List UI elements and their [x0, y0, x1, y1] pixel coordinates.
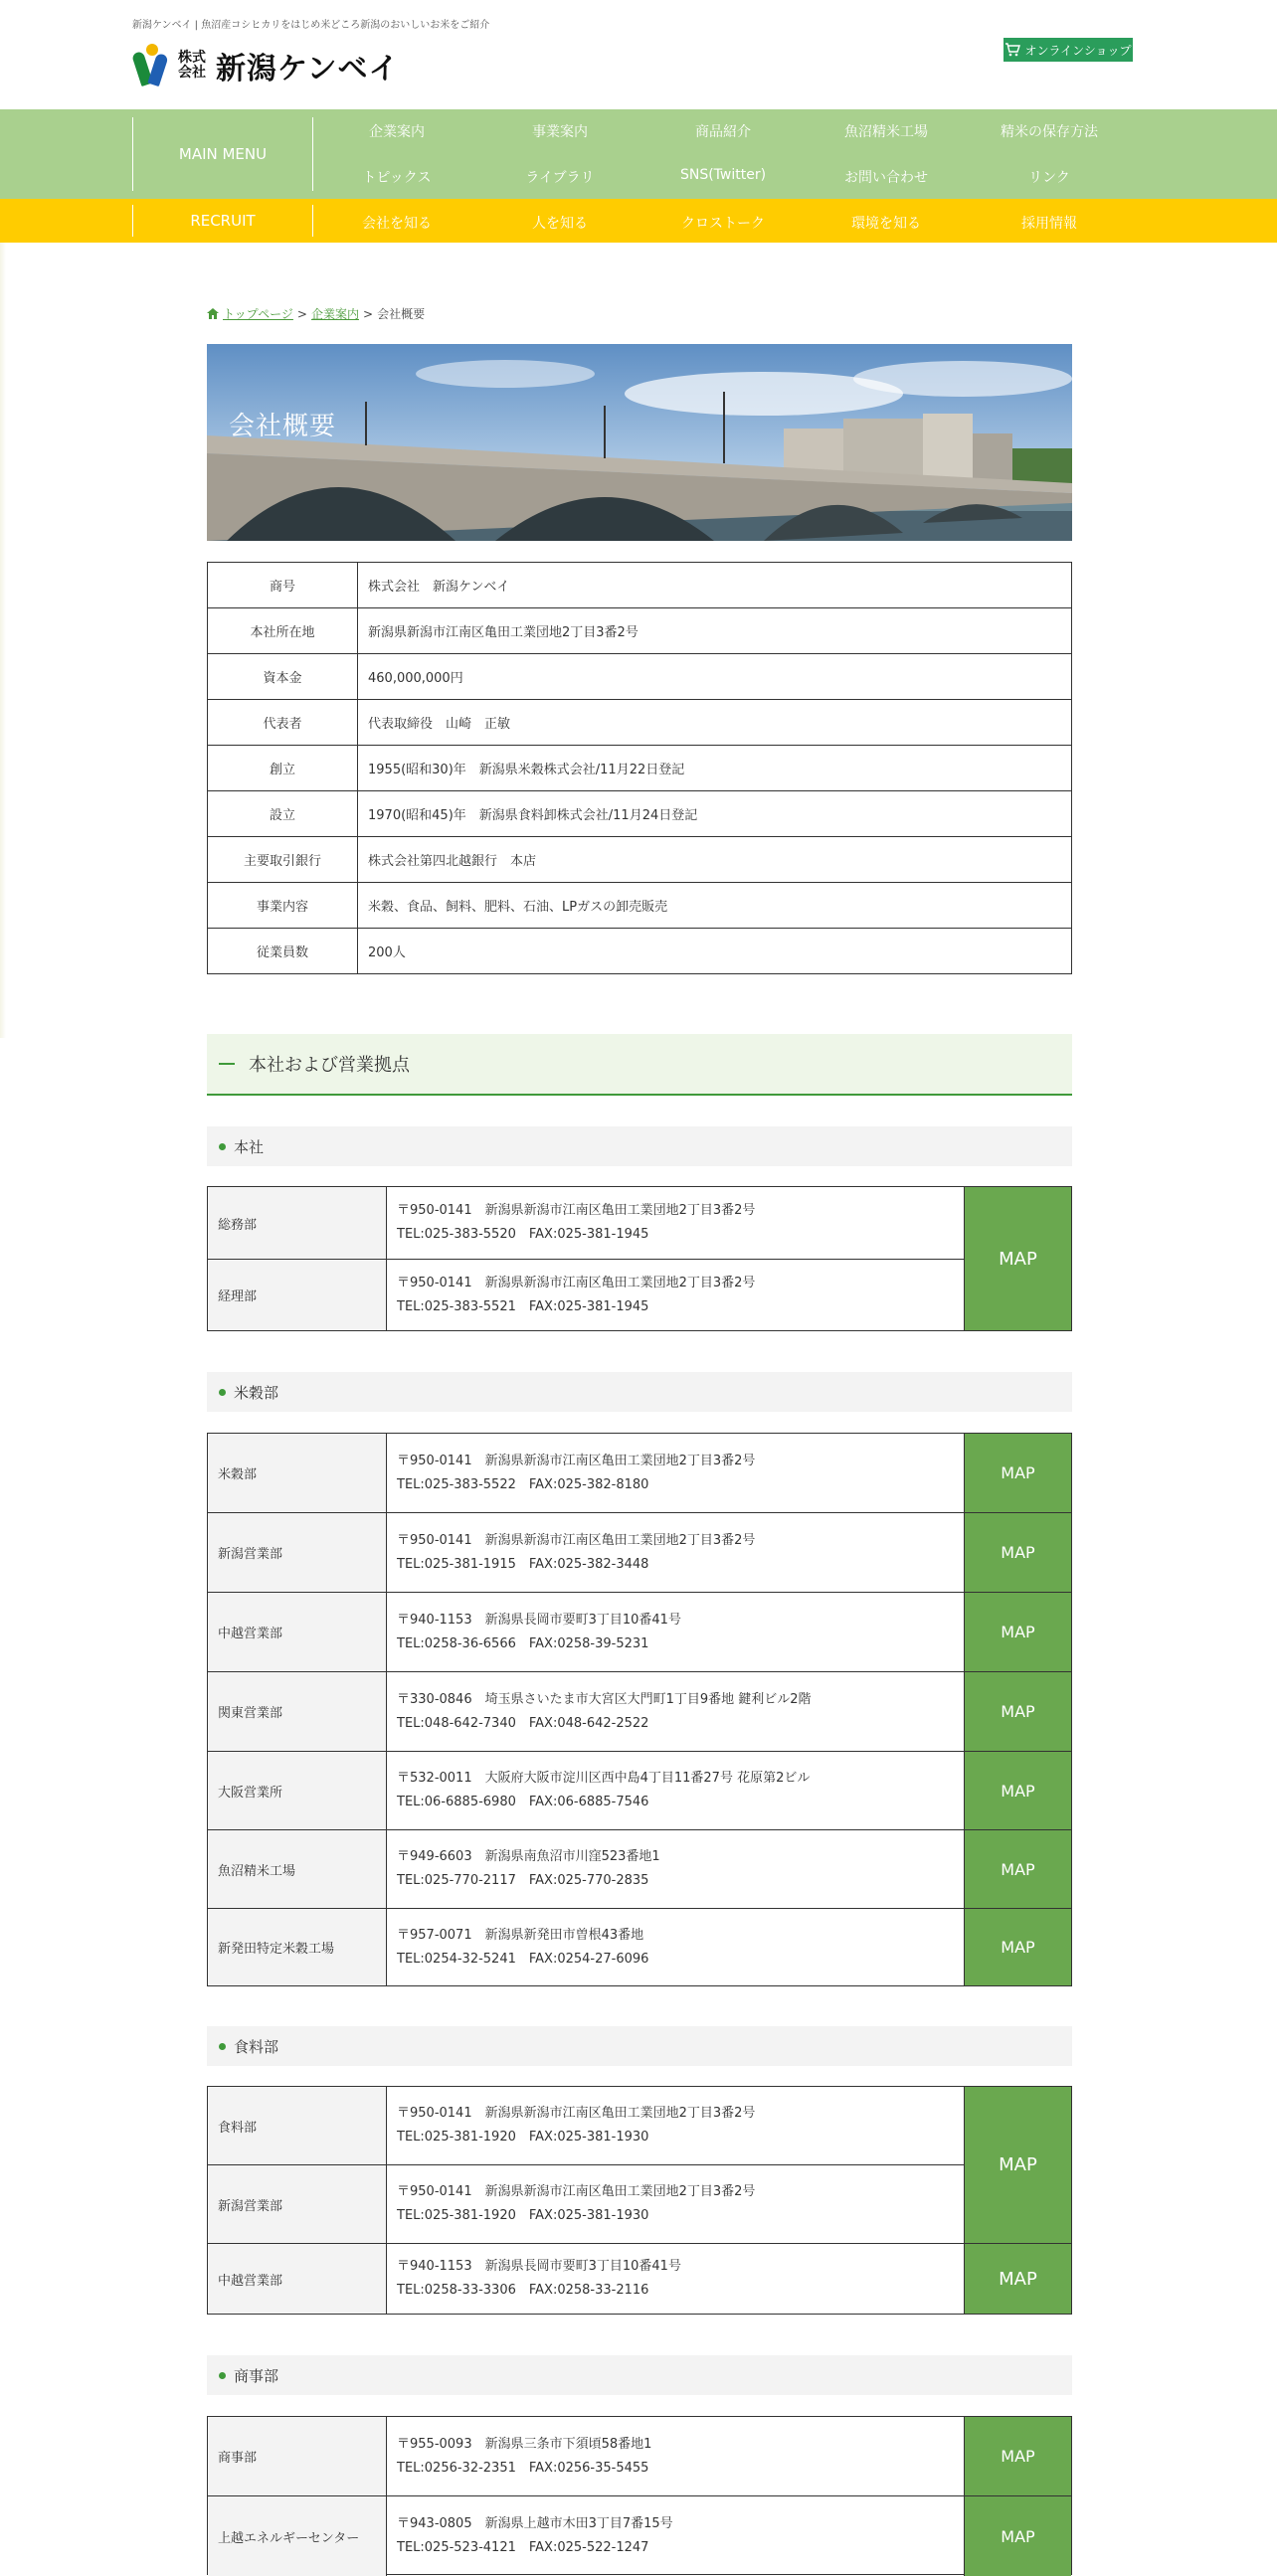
- location-phone: TEL:025-381-1920 FAX:025-381-1930: [397, 2208, 649, 2223]
- location-address: 〒949-6603 新潟県南魚沼市川窪523番地1: [397, 1849, 660, 1864]
- location-name: 商事部: [208, 2417, 387, 2495]
- map-button[interactable]: MAP: [964, 1513, 1071, 1592]
- table-row: [208, 2496, 964, 2576]
- overview-value: 1970(昭和45)年 新潟県食料卸株式会社/11月24日登記: [358, 791, 1072, 837]
- recruit-item-company[interactable]: 会社を知る: [362, 216, 432, 232]
- main-nav-items: [315, 109, 1131, 199]
- nav-item-contact[interactable]: お問い合わせ: [844, 170, 928, 186]
- recruit-item-people[interactable]: 人を知る: [532, 216, 588, 232]
- table-row: [208, 1752, 964, 1830]
- location-address-block: [397, 1672, 812, 1751]
- location-address-block: [397, 1752, 810, 1829]
- subsection-title: 商事部: [234, 2366, 279, 2385]
- location-address-block: [397, 1909, 648, 1985]
- location-phone: TEL:025-381-1920 FAX:025-381-1930: [397, 2130, 649, 2145]
- location-name: 新発田特定米穀工場: [208, 1909, 387, 1985]
- location-name: 関東営業部: [208, 1672, 387, 1751]
- overview-label: 商号: [208, 563, 358, 608]
- breadcrumb-home-link[interactable]: トップページ: [223, 307, 293, 321]
- table-row: [208, 837, 1072, 883]
- recruit-label[interactable]: RECRUIT: [132, 205, 313, 237]
- table-row: [208, 563, 1072, 608]
- location-name: 食料部: [208, 2087, 387, 2164]
- overview-label: 従業員数: [208, 929, 358, 974]
- breadcrumb-current: 会社概要: [377, 307, 426, 321]
- bullet-icon: [219, 1143, 226, 1150]
- table-row: [208, 654, 1072, 700]
- site-logo[interactable]: [132, 44, 400, 87]
- overview-label: 本社所在地: [208, 608, 358, 654]
- nav-item-links[interactable]: リンク: [1028, 170, 1070, 186]
- map-button[interactable]: MAP: [964, 1909, 1071, 1985]
- heading-dash: [219, 1063, 235, 1065]
- overview-value: 米穀、食品、飼料、肥料、石油、LPガスの卸売販売: [358, 883, 1072, 929]
- table-row: [208, 791, 1072, 837]
- overview-label: 創立: [208, 746, 358, 791]
- subsection-rice: [207, 1372, 1072, 1412]
- table-row: [208, 1434, 964, 1513]
- location-name: 新潟営業部: [208, 2165, 387, 2243]
- location-address-block: [397, 1593, 681, 1671]
- nav-item-sns[interactable]: SNS(Twitter): [679, 167, 767, 183]
- location-address-block: [397, 2087, 755, 2164]
- location-phone: TEL:0258-33-3306 FAX:0258-33-2116: [397, 2283, 649, 2298]
- location-phone: TEL:048-642-7340 FAX:048-642-2522: [397, 1715, 649, 1731]
- page-side-shade: [0, 243, 6, 1038]
- table-row: [208, 608, 1072, 654]
- subsection-trading: [207, 2355, 1072, 2395]
- map-button[interactable]: MAP: [964, 2496, 1071, 2576]
- location-name: 経理部: [208, 1260, 387, 1330]
- location-phone: TEL:0258-36-6566 FAX:0258-39-5231: [397, 1635, 649, 1651]
- location-phone: TEL:025-383-5522 FAX:025-382-8180: [397, 1476, 649, 1492]
- subsection-food: [207, 2026, 1072, 2066]
- nav-item-business[interactable]: 事業案内: [532, 124, 588, 140]
- location-name: 上越エネルギーセンター: [208, 2496, 387, 2576]
- bridge-photo: [207, 344, 1072, 541]
- location-address-block: [397, 1513, 755, 1592]
- page-title: 会社概要: [229, 412, 337, 441]
- location-name: 中越営業部: [208, 2244, 387, 2314]
- table-row: [208, 746, 1072, 791]
- map-button[interactable]: MAP: [964, 2417, 1071, 2495]
- location-address: 〒950-0141 新潟県新潟市江南区亀田工業団地2丁目3番2号: [397, 1275, 756, 1290]
- overview-label: 事業内容: [208, 883, 358, 929]
- location-address-block: [397, 1260, 755, 1330]
- home-icon: [207, 308, 219, 319]
- map-button[interactable]: MAP: [964, 1830, 1071, 1908]
- location-phone: TEL:025-770-2117 FAX:025-770-2835: [397, 1873, 649, 1888]
- main-menu-label: MAIN MENU: [132, 117, 313, 191]
- location-table-head-office: [207, 1186, 1072, 1331]
- main-nav: [0, 109, 1277, 199]
- nav-item-library[interactable]: ライブラリ: [525, 170, 595, 186]
- map-button[interactable]: MAP: [964, 1672, 1071, 1751]
- nav-item-rice-storage[interactable]: 精米の保存方法: [1001, 124, 1098, 140]
- logo-mark-icon: [132, 44, 172, 87]
- location-address-block: [397, 1434, 755, 1512]
- map-button[interactable]: MAP: [964, 2087, 1071, 2243]
- location-address-block: [397, 2496, 673, 2576]
- table-row: [208, 1187, 964, 1260]
- location-address: 〒957-0071 新潟県新発田市曽根43番地: [397, 1927, 644, 1943]
- location-name: 中越営業部: [208, 1593, 387, 1671]
- location-phone: TEL:025-383-5520 FAX:025-381-1945: [397, 1227, 649, 1242]
- location-name: 総務部: [208, 1187, 387, 1259]
- table-row: [208, 883, 1072, 929]
- location-phone: TEL:025-383-5521 FAX:025-381-1945: [397, 1298, 649, 1314]
- location-address: 〒950-0141 新潟県新潟市江南区亀田工業団地2丁目3番2号: [397, 1203, 756, 1218]
- location-address: 〒950-0141 新潟県新潟市江南区亀田工業団地2丁目3番2号: [397, 2106, 756, 2121]
- offices-section-heading: [207, 1034, 1072, 1096]
- location-address-block: [397, 2417, 651, 2495]
- offices-section-title: 本社および営業拠点: [249, 1055, 410, 1076]
- table-row: [208, 700, 1072, 746]
- bullet-icon: [219, 2372, 226, 2379]
- map-button[interactable]: MAP: [964, 1187, 1071, 1330]
- map-button[interactable]: MAP: [964, 1752, 1071, 1829]
- location-table-food: [207, 2086, 1072, 2315]
- location-address-block: [397, 1830, 660, 1908]
- table-row: [208, 1593, 964, 1672]
- overview-value: 1955(昭和30)年 新潟県米穀株式会社/11月22日登記: [358, 746, 1072, 791]
- nav-item-products[interactable]: 商品紹介: [695, 124, 751, 140]
- table-row: [208, 1260, 964, 1330]
- location-address: 〒955-0093 新潟県三条市下須頃58番地1: [397, 2436, 652, 2452]
- bullet-icon: [219, 1389, 226, 1396]
- overview-label: 主要取引銀行: [208, 837, 358, 883]
- location-name: 新潟営業部: [208, 1513, 387, 1592]
- table-row: [208, 2417, 964, 2496]
- location-address: 〒950-0141 新潟県新潟市江南区亀田工業団地2丁目3番2号: [397, 1532, 756, 1548]
- breadcrumb-separator: >: [363, 306, 374, 321]
- table-row: [208, 929, 1072, 974]
- cart-icon: [1004, 43, 1020, 57]
- location-phone: TEL:025-381-1915 FAX:025-382-3448: [397, 1556, 649, 1572]
- location-phone: TEL:06-6885-6980 FAX:06-6885-7546: [397, 1795, 649, 1809]
- location-address: 〒330-0846 埼玉県さいたま市大宮区大門町1丁目9番地 鍵利ビル2階: [397, 1691, 812, 1707]
- location-phone: TEL:0256-32-2351 FAX:0256-35-5455: [397, 2460, 649, 2476]
- recruit-item-hiring[interactable]: 採用情報: [1021, 216, 1077, 232]
- table-row: [208, 1830, 964, 1909]
- map-button[interactable]: MAP: [964, 2244, 1071, 2314]
- location-name: 大阪営業所: [208, 1752, 387, 1829]
- subsection-title: 本社: [234, 1137, 265, 1156]
- nav-item-topics[interactable]: トピックス: [362, 170, 432, 186]
- location-phone: TEL:025-523-4121 FAX:025-522-1247: [397, 2540, 649, 2555]
- location-address: 〒950-0141 新潟県新潟市江南区亀田工業団地2丁目3番2号: [397, 1453, 756, 1468]
- table-row: [208, 2244, 964, 2314]
- overview-value: 新潟県新潟市江南区亀田工業団地2丁目3番2号: [358, 608, 1072, 654]
- overview-value: 代表取締役 山崎 正敏: [358, 700, 1072, 746]
- subsection-head-office: [207, 1126, 1072, 1166]
- map-button[interactable]: MAP: [964, 1593, 1071, 1671]
- location-address: 〒940-1153 新潟県長岡市要町3丁目10番41号: [397, 2259, 681, 2274]
- location-address-block: [397, 2244, 681, 2314]
- bullet-icon: [219, 2043, 226, 2050]
- breadcrumb: [207, 305, 425, 322]
- location-address-block: [397, 2165, 755, 2243]
- recruit-nav: [0, 199, 1277, 243]
- location-name: 魚沼精米工場: [208, 1830, 387, 1908]
- logo-small-text: 株式会社: [178, 50, 206, 81]
- table-row: [208, 1909, 964, 1985]
- location-phone: TEL:0254-32-5241 FAX:0254-27-6096: [397, 1951, 649, 1967]
- location-address: 〒950-0141 新潟県新潟市江南区亀田工業団地2丁目3番2号: [397, 2184, 756, 2199]
- overview-label: 資本金: [208, 654, 358, 700]
- table-row: [208, 1672, 964, 1752]
- location-address-block: [397, 1187, 755, 1259]
- overview-label: 設立: [208, 791, 358, 837]
- location-address: 〒943-0805 新潟県上越市木田3丁目7番15号: [397, 2516, 673, 2531]
- location-address: 〒940-1153 新潟県長岡市要町3丁目10番41号: [397, 1612, 681, 1628]
- site-tagline: 新潟ケンベイ | 魚沼産コシヒカリをはじめ米どころ新潟のおいしいお米をご紹介: [132, 20, 490, 31]
- subsection-title: 米穀部: [234, 1383, 279, 1402]
- location-address: 〒532-0011 大阪府大阪市淀川区西中島4丁目11番27号 花原第2ビル: [397, 1771, 811, 1786]
- nav-item-uonuma-factory[interactable]: 魚沼精米工場: [844, 124, 928, 140]
- breadcrumb-separator: >: [296, 306, 307, 321]
- table-row: [208, 2087, 964, 2165]
- overview-label: 代表者: [208, 700, 358, 746]
- map-button[interactable]: MAP: [964, 1434, 1071, 1512]
- subsection-title: 食料部: [234, 2037, 279, 2056]
- location-table-trading: [207, 2416, 1072, 2575]
- overview-value: 株式会社 新潟ケンベイ: [358, 563, 1072, 608]
- overview-value: 460,000,000円: [358, 654, 1072, 700]
- table-row: [208, 2165, 964, 2244]
- company-overview-table: [207, 562, 1072, 974]
- location-table-rice: [207, 1433, 1072, 1986]
- hero-banner: [207, 344, 1072, 541]
- nav-item-company[interactable]: 企業案内: [369, 124, 425, 140]
- table-row: [208, 1513, 964, 1593]
- location-name: 米穀部: [208, 1434, 387, 1512]
- overview-value: 200人: [358, 929, 1072, 974]
- online-shop-button[interactable]: [1003, 38, 1133, 62]
- recruit-item-crosstalk[interactable]: クロストーク: [681, 216, 765, 232]
- overview-value: 株式会社第四北越銀行 本店: [358, 837, 1072, 883]
- online-shop-label: オンラインショップ: [1024, 43, 1132, 58]
- logo-text: 新潟ケンベイ: [216, 52, 400, 86]
- breadcrumb-parent-link[interactable]: 企業案内: [310, 307, 359, 321]
- recruit-item-environment[interactable]: 環境を知る: [851, 216, 921, 232]
